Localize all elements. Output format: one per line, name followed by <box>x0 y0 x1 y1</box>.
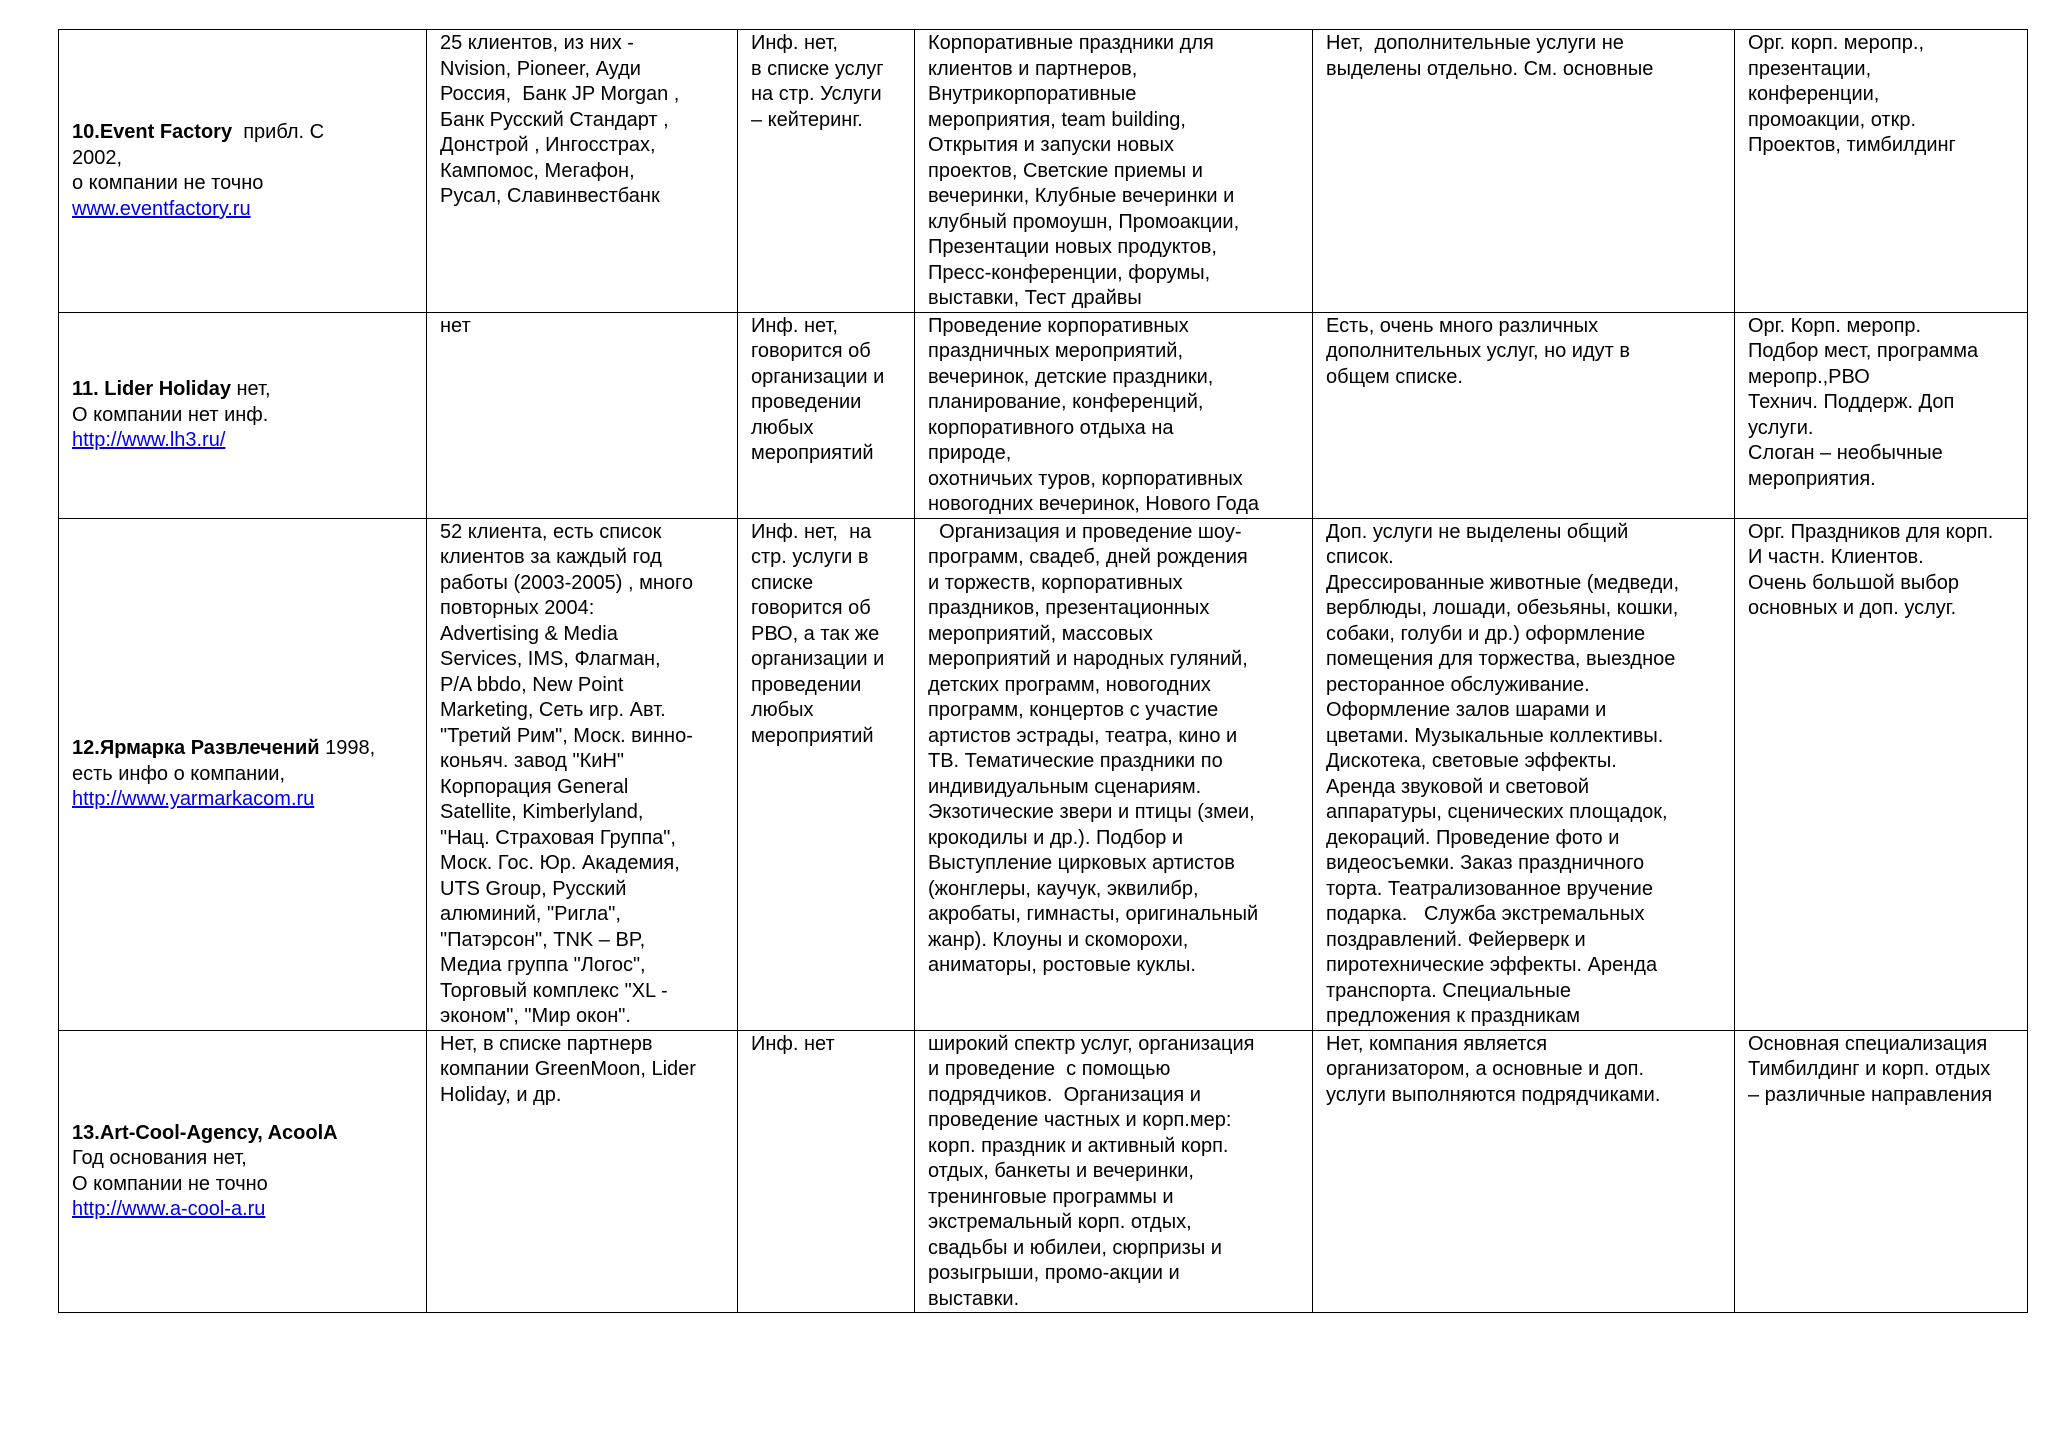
cell-line: меропр.,РВО <box>1748 365 1870 388</box>
company-line <box>72 171 420 197</box>
cell-line: проектов, Светские приемы и <box>928 159 1203 182</box>
cell-line: любых <box>751 699 814 721</box>
cell-line: презентации, <box>1748 57 1872 80</box>
cell-line: Пресс-конференции, форумы, <box>928 261 1211 284</box>
cell-line: выделены отдельно. См. основные <box>1326 57 1654 80</box>
cell-line: новогодних вечеринок, Нового Года <box>928 493 1259 515</box>
cell-line: дополнительных услуг, но идут в <box>1326 340 1630 362</box>
cell-line: (жонглеры, каучук, эквилибр, <box>928 877 1199 900</box>
cell-line: выставки, Тест драйвы <box>928 287 1142 309</box>
cell-line: мероприятий <box>751 442 874 464</box>
cell-line: Внутрикорпоративные <box>928 83 1137 105</box>
cell-line: РВО, а так же <box>751 622 880 645</box>
company-detail: О компании не точно <box>72 1172 268 1195</box>
cell-line: артистов эстрады, театра, кино и <box>928 724 1238 747</box>
table-row <box>59 1030 2028 1313</box>
cell-line: 25 клиентов, из них - <box>440 32 634 54</box>
info-cell <box>738 518 915 1030</box>
cell-line: повторных 2004: <box>440 597 595 619</box>
cell-line: Кампомос, Мегафон, <box>440 159 635 182</box>
company-line <box>72 736 420 762</box>
cell-line: отдых, банкеты и вечеринки, <box>928 1160 1194 1182</box>
cell-line: торта. Театрализованное вручение <box>1326 877 1653 900</box>
clients-cell <box>427 30 738 313</box>
company-line <box>72 403 420 429</box>
cell-line: детских программ, новогодних <box>928 673 1211 696</box>
summary-cell <box>1735 1030 2028 1313</box>
company-detail: 2002, <box>72 146 123 169</box>
cell-line: предложения к праздникам <box>1326 1005 1581 1027</box>
cell-line: мероприятия, team building, <box>928 108 1186 131</box>
cell-line: Тимбилдинг и корп. отдых <box>1748 1058 1991 1080</box>
cell-line: собаки, голуби и др.) оформление <box>1326 622 1646 645</box>
services-cell <box>915 30 1313 313</box>
company-line <box>72 146 420 172</box>
cell-line: охотничьих туров, корпоративных <box>928 467 1243 490</box>
company-name: Art-Cool-Agency, AcoolA <box>99 1121 338 1144</box>
cell-line: компании GreenMoon, Lider <box>440 1058 696 1080</box>
company-detail: 1998, <box>319 737 376 760</box>
cell-line: Медиа группа "Логос", <box>440 954 646 976</box>
cell-line: Основная специализация <box>1748 1032 1988 1055</box>
cell-line: работы (2003-2005) , много <box>440 571 694 594</box>
cell-line: конференции, <box>1748 83 1880 105</box>
cell-line: Экзотические звери и птицы (змеи, <box>928 801 1255 823</box>
cell-line: в списке услуг <box>751 57 884 80</box>
cell-line: мероприятия. <box>1748 467 1876 490</box>
cell-line: общем списке. <box>1326 365 1463 388</box>
cell-line: ТВ. Тематические праздники по <box>928 750 1223 772</box>
cell-line: планирование, конференций, <box>928 391 1204 413</box>
cell-line: Корпорация General <box>440 775 629 798</box>
cell-line: основных и доп. услуг. <box>1748 597 1957 619</box>
cell-line: индивидуальным сценариям. <box>928 775 1202 798</box>
cell-line: жанр). Клоуны и скоморохи, <box>928 928 1189 951</box>
cell-line: список. <box>1326 546 1394 568</box>
company-cell <box>59 312 427 518</box>
cell-line: Marketing, Сеть игр. Авт. <box>440 699 666 721</box>
company-number: 13. <box>72 1121 100 1144</box>
company-comparison-table <box>58 29 2028 1313</box>
cell-line: Services, IMS, Флагман, <box>440 648 661 670</box>
company-name: Event Factory <box>99 121 233 144</box>
table-body <box>59 30 2028 1313</box>
cell-line: Advertising & Media <box>440 622 618 645</box>
cell-line: Инф. нет, на <box>751 520 872 543</box>
cell-line: вечеринок, детские праздники, <box>928 365 1214 388</box>
company-detail: о компании не точно <box>72 172 264 195</box>
cell-line: выставки. <box>928 1287 1020 1310</box>
cell-line: поздравлений. Фейерверк и <box>1326 928 1586 951</box>
cell-line: мероприятий и народных гуляний, <box>928 648 1248 670</box>
company-detail: Год основания нет, <box>72 1147 247 1170</box>
cell-line: Технич. Поддерж. Доп <box>1748 391 1955 413</box>
services-cell <box>915 1030 1313 1313</box>
company-name: Lider Holiday <box>98 378 231 401</box>
clients-cell <box>427 518 738 1030</box>
cell-line: говорится об <box>751 597 871 619</box>
cell-line: эконом", "Мир окон". <box>440 1005 631 1027</box>
info-cell <box>738 1030 915 1313</box>
cell-line: услуги выполняются подрядчиками. <box>1326 1083 1661 1106</box>
cell-line: проведении <box>751 391 862 413</box>
info-cell <box>738 312 915 518</box>
table-row <box>59 312 2028 518</box>
company-detail: О компании нет инф. <box>72 403 269 426</box>
cell-line: розыгрыши, промо-акции и <box>928 1262 1180 1284</box>
cell-line: Орг. Корп. меропр. <box>1748 314 1922 337</box>
cell-line: Инф. нет <box>751 1032 835 1055</box>
cell-line: нет <box>440 314 471 337</box>
cell-line: Слоган – необычные <box>1748 442 1943 464</box>
cell-line: Holiday, и др. <box>440 1083 562 1106</box>
cell-line: Презентации новых продуктов, <box>928 236 1217 258</box>
cell-line: организации и <box>751 648 885 670</box>
cell-line: "Третий Рим", Моск. винно- <box>440 724 693 747</box>
company-line <box>72 377 420 403</box>
clients-cell <box>427 1030 738 1313</box>
cell-line: праздничных мероприятий, <box>928 340 1183 362</box>
company-name: Ярмарка Развлечений <box>99 737 320 760</box>
cell-line: Орг. Праздников для корп. <box>1748 520 1994 543</box>
cell-line: Донстрой , Ингосстрах, <box>440 134 656 156</box>
summary-cell <box>1735 312 2028 518</box>
extra-services-cell <box>1313 518 1735 1030</box>
cell-line: Есть, очень много различных <box>1326 314 1599 337</box>
cell-line: цветами. Музыкальные коллективы. <box>1326 724 1664 747</box>
company-number: 12. <box>72 737 100 760</box>
cell-line: тренинговые программы и <box>928 1185 1174 1208</box>
company-detail: прибл. С <box>232 121 325 144</box>
cell-line: Оформление залов шарами и <box>1326 699 1607 721</box>
company-detail: нет, <box>230 378 271 401</box>
company-website-link[interactable]: http://www.yarmarkacom.ru <box>72 788 315 811</box>
cell-line: Банк Русский Стандарт , <box>440 108 669 131</box>
cell-line: Нет, в списке партнерв <box>440 1032 653 1055</box>
cell-line: ресторанное обслуживание. <box>1326 673 1590 696</box>
cell-line: Русал, Славинвестбанк <box>440 185 660 207</box>
cell-line: стр. услуги в <box>751 546 869 568</box>
cell-line: подарка. Служба экстремальных <box>1326 903 1645 925</box>
company-line <box>72 1146 420 1172</box>
company-number: 10. <box>72 121 100 144</box>
cell-line: Моск. Гос. Юр. Академия, <box>440 852 680 874</box>
cell-line: широкий спектр услуг, организация <box>928 1032 1255 1055</box>
cell-line: подрядчиков. Организация и <box>928 1083 1201 1106</box>
cell-line: промоакции, откр. <box>1748 108 1917 131</box>
cell-line: экстремальный корп. отдых, <box>928 1211 1192 1233</box>
cell-line: коньяч. завод "КиН" <box>440 750 624 772</box>
table-row <box>59 518 2028 1030</box>
company-detail: есть инфо о компании, <box>72 762 286 785</box>
company-cell <box>59 1030 427 1313</box>
cell-line: свадьбы и юбилеи, сюрпризы и <box>928 1236 1222 1259</box>
cell-line: Доп. услуги не выделены общий <box>1326 520 1629 543</box>
cell-line: P/A bbdo, New Point <box>440 673 624 696</box>
cell-line: Satellite, Kimberlyland, <box>440 801 644 823</box>
cell-line: Проектов, тимбилдинг <box>1748 134 1956 156</box>
company-line <box>72 120 420 146</box>
cell-line: Торговый комплекс "XL - <box>440 979 668 1002</box>
services-cell <box>915 312 1313 518</box>
services-cell <box>915 518 1313 1030</box>
cell-line: Орг. корп. меропр., <box>1748 32 1924 54</box>
cell-line: природе, <box>928 442 1012 464</box>
company-line <box>72 1172 420 1198</box>
cell-line: и проведение с помощью <box>928 1058 1171 1080</box>
company-website-link[interactable]: http://www.a-cool-a.ru <box>72 1198 266 1221</box>
cell-line: крокодилы и др.). Подбор и <box>928 826 1184 849</box>
cell-line: акробаты, гимнасты, оригинальный <box>928 903 1259 925</box>
cell-line: мероприятий <box>751 724 874 747</box>
cell-line: Очень большой выбор <box>1748 571 1959 594</box>
cell-line: списке <box>751 571 814 594</box>
cell-line: Нет, компания является <box>1326 1032 1548 1055</box>
cell-line: Россия, Банк JP Morgan , <box>440 83 680 105</box>
cell-line: Открытия и запуски новых <box>928 134 1174 156</box>
cell-line: вечеринки, Клубные вечеринки и <box>928 185 1235 207</box>
cell-line: Дрессированные животные (медведи, <box>1326 571 1680 594</box>
cell-line: алюминий, "Ригла", <box>440 903 621 925</box>
cell-line: Корпоративные праздники для <box>928 32 1214 54</box>
extra-services-cell <box>1313 30 1735 313</box>
cell-line: Nvision, Pioneer, Ауди <box>440 57 641 80</box>
cell-line: клиентов за каждый год <box>440 546 662 568</box>
cell-line: – различные направления <box>1748 1083 1993 1106</box>
cell-line: аниматоры, ростовые куклы. <box>928 954 1196 976</box>
company-website-link[interactable]: www.eventfactory.ru <box>72 197 251 220</box>
cell-line: клиентов и партнеров, <box>928 57 1138 80</box>
cell-line: говорится об <box>751 340 871 362</box>
company-line <box>72 1121 420 1147</box>
cell-line: "Патэрсон", TNK – BP, <box>440 928 646 951</box>
company-number: 11. <box>72 378 99 401</box>
cell-line: Нет, дополнительные услуги не <box>1326 32 1624 54</box>
cell-line: проведении <box>751 673 862 696</box>
cell-line: Выступление цирковых артистов <box>928 852 1235 874</box>
cell-line: – кейтеринг. <box>751 108 863 131</box>
cell-line: организатором, а основные и доп. <box>1326 1058 1645 1080</box>
summary-cell <box>1735 30 2028 313</box>
cell-line: Инф. нет, <box>751 32 838 54</box>
cell-line: Инф. нет, <box>751 314 838 337</box>
company-cell <box>59 30 427 313</box>
extra-services-cell <box>1313 312 1735 518</box>
cell-line: любых <box>751 416 814 439</box>
cell-line: корпоративного отдыха на <box>928 416 1174 439</box>
cell-line: верблюды, лошади, обезьяны, кошки, <box>1326 597 1679 619</box>
cell-line: UTS Group, Русский <box>440 877 627 900</box>
summary-cell <box>1735 518 2028 1030</box>
cell-line: мероприятий, массовых <box>928 622 1153 645</box>
cell-line: клубный промоушн, Промоакции, <box>928 210 1240 233</box>
cell-line: корп. праздник и активный корп. <box>928 1134 1229 1157</box>
company-line <box>72 762 420 788</box>
cell-line: Дискотека, световые эффекты. <box>1326 750 1617 772</box>
cell-line: Проведение корпоративных <box>928 314 1189 337</box>
company-cell <box>59 518 427 1030</box>
clients-cell <box>427 312 738 518</box>
cell-line: декораций. Проведение фото и <box>1326 826 1620 849</box>
company-website-link[interactable]: http://www.lh3.ru/ <box>72 429 226 452</box>
cell-line: программ, свадеб, дней рождения <box>928 546 1248 568</box>
info-cell <box>738 30 915 313</box>
cell-line: проведение частных и корп.мер: <box>928 1109 1232 1131</box>
cell-line: транспорта. Специальные <box>1326 979 1572 1002</box>
cell-line: организации и <box>751 365 885 388</box>
cell-line: и торжеств, корпоративных <box>928 571 1183 594</box>
cell-line: Подбор мест, программа <box>1748 340 1979 362</box>
cell-line: программ, концертов с участие <box>928 699 1219 721</box>
cell-line: 52 клиента, есть список <box>440 520 662 543</box>
cell-line: Организация и проведение шоу- <box>928 520 1242 543</box>
cell-line: И частн. Клиентов. <box>1748 546 1924 568</box>
cell-line: Аренда звуковой и световой <box>1326 775 1590 798</box>
cell-line: "Нац. Страховая Группа", <box>440 826 676 849</box>
extra-services-cell <box>1313 1030 1735 1313</box>
cell-line: помещения для торжества, выездное <box>1326 648 1676 670</box>
cell-line: аппаратуры, сценических площадок, <box>1326 801 1668 823</box>
table-row <box>59 30 2028 313</box>
cell-line: услуги. <box>1748 416 1814 439</box>
cell-line: праздников, презентационных <box>928 597 1210 619</box>
cell-line: пиротехнические эффекты. Аренда <box>1326 954 1658 976</box>
cell-line: на стр. Услуги <box>751 83 882 105</box>
cell-line: видеосъемки. Заказ праздничного <box>1326 852 1645 874</box>
